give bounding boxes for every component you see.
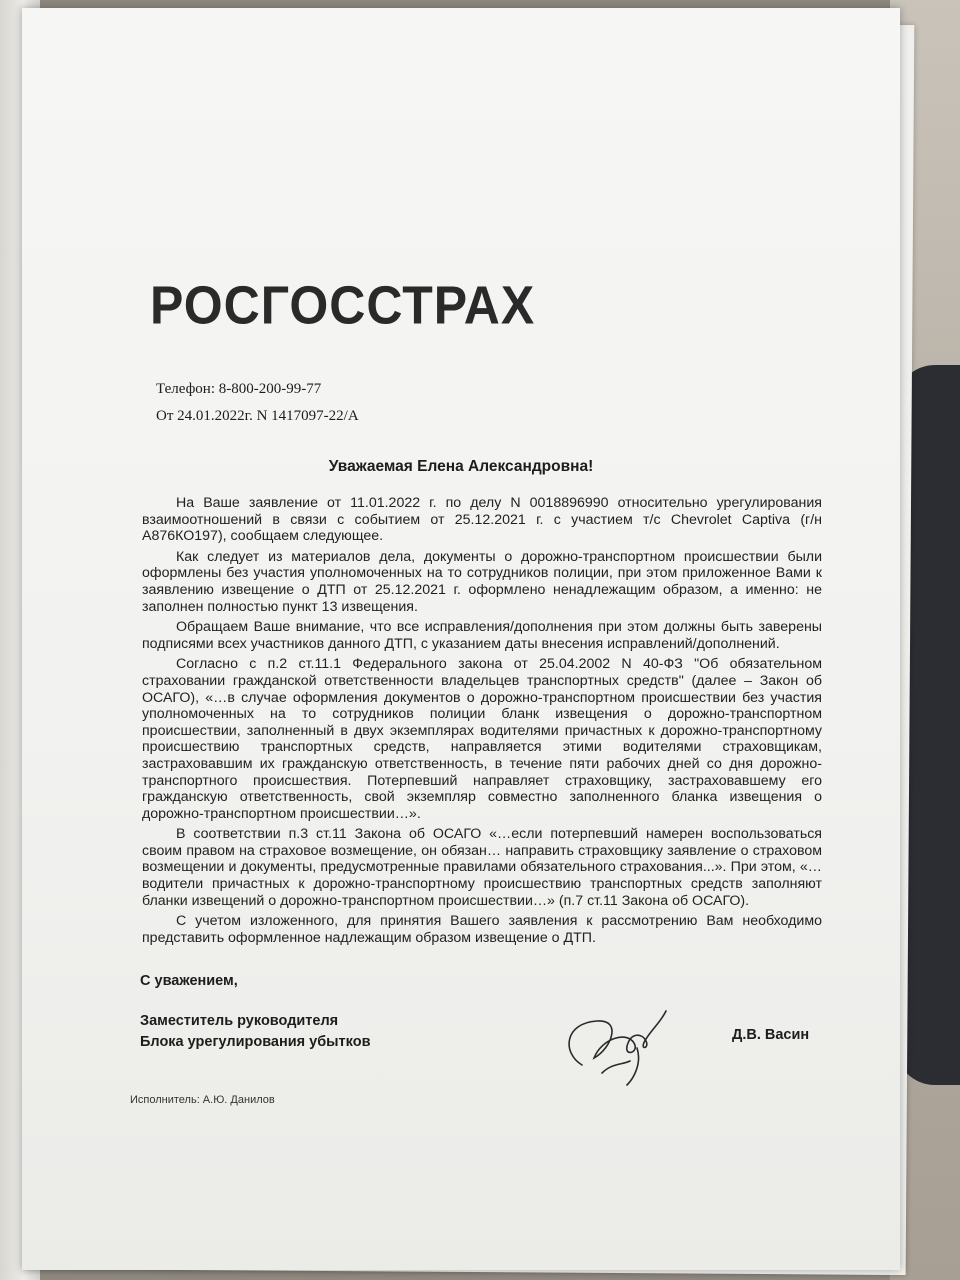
greeting: Уважаемая Елена Александровна! xyxy=(328,458,594,475)
closing: С уважением, xyxy=(140,973,238,989)
paragraph-4: Согласно с п.2 ст.11.1 Федерального закона от 25.04.2002 N 40-ФЗ "Об обязательном страховании гражданской ответственности владельцев транспортных средств" (далее – Закон об ОСАГО), «…в случае оформления документов о дорожно-транспортном происшествии без участия уполномоченных на то сотрудников полиции бланк извещения о дорожно-транспортном происшествии, заполненный в двух экземплярах водителями причастных к дорожно-транспортному происшествию транспортных средств, направляется этими водителями страховщикам, застраховавшим их гражданскую ответственность, в течение пяти рабочих дней со дня дорожно-транспортного происшествия. Потерпевший направляет страховщику, застраховавшему его гражданскую ответственность, свой экземпляр совместно заполненного бланка извещения о дорожно-транспортном происшествии…». xyxy=(142,656,822,822)
phone-line: Телефон: 8-800-200-99-77 xyxy=(156,381,322,397)
letter-page xyxy=(22,8,900,1270)
letter-body xyxy=(142,495,822,950)
executor-line: Исполнитель: А.Ю. Данилов xyxy=(130,1094,275,1106)
paragraph-2: Как следует из материалов дела, документы о дорожно-транспортном происшествии были оформлены без участия уполномоченных на то сотрудников полиции, при этом приложенное Вами к заявлению извещение о ДТП от 25.12.2021 г. оформлено ненадлежащим образом, а именно: не заполнен полностью пункт 13 извещения. xyxy=(142,548,822,615)
paragraph-3: Обращаем Ваше внимание, что все исправления/дополнения при этом должны быть заверены подписями всех участников данного ДТП, с указанием даты внесения исправлений/дополнений. xyxy=(142,619,822,652)
paragraph-1: На Ваше заявление от 11.01.2022 г. по делу N 0018896990 относительно урегулирования взаимоотношений в связи с событием от 25.12.2021 г. с участием т/с Chevrolet Captiva (г/н А876КО197), сообщаем следующее. xyxy=(142,495,822,545)
position-line-1: Заместитель руководителя xyxy=(140,1013,339,1029)
paragraph-5: В соответствии п.3 ст.11 Закона об ОСАГО «…если потерпевший намерен воспользоваться своим правом на страховое возмещение, он обязан… направить страховщику заявление о страховом возмещении и документы, предусмотренные правилами обязательного страхования...». При этом, «…водители причастных к дорожно-транспортному происшествию транспортных средств заполняют бланки извещений о дорожно-транспортном происшествии…» (п.7 ст.11 Закона об ОСАГО). xyxy=(142,826,822,909)
position-line-2: Блока урегулирования убытков xyxy=(140,1034,371,1050)
reference-line: От 24.01.2022г. N 1417097-22/А xyxy=(156,408,359,424)
signatory-name: Д.В. Васин xyxy=(732,1027,810,1043)
company-logo: РОСГОССТРАХ xyxy=(150,274,536,336)
handwritten-signature xyxy=(542,1003,682,1093)
paragraph-6: С учетом изложенного, для принятия Вашего заявления к рассмотрению Вам необходимо представить оформленное надлежащим образом извещение о ДТП. xyxy=(142,913,822,946)
